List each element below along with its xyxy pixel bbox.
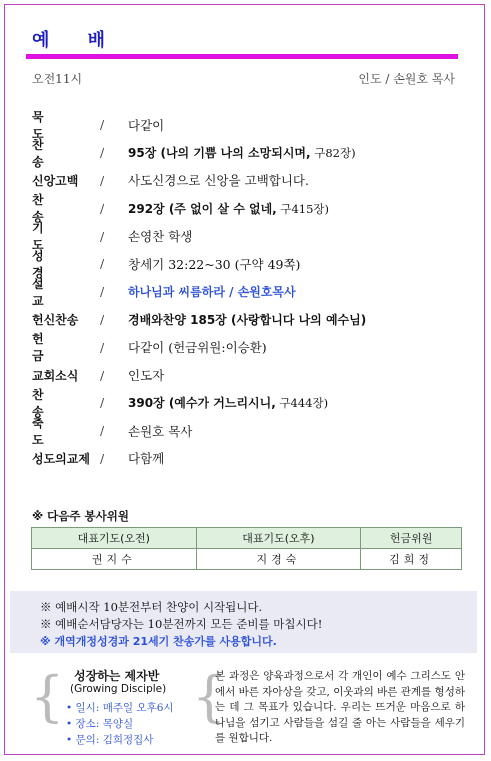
- order-value: [128, 366, 164, 384]
- order-separator: /: [100, 395, 105, 411]
- order-row: [32, 306, 462, 334]
- order-value-main: 95장 (나의 기쁨 나의 소망되시며,: [128, 146, 311, 161]
- discipleship-item: • 문의: 김희정집사: [66, 734, 154, 746]
- order-value-main: 사도신경으로 신앙을 고백합니다.: [128, 173, 309, 189]
- order-separator: /: [100, 450, 105, 466]
- order-value-main: 인도자: [128, 368, 165, 384]
- order-label: 성 경: [32, 248, 58, 280]
- service-name-cell: 지경숙: [196, 549, 361, 570]
- order-separator: /: [100, 311, 105, 327]
- worship-order: [32, 111, 462, 472]
- discipleship-title: 성장하는 제자반: [74, 669, 160, 683]
- order-value: [128, 171, 309, 189]
- service-leader: 인도 / 손원호 목사: [358, 72, 455, 86]
- order-row: [32, 139, 462, 167]
- order-value-main: 경배와찬양 185장 (사랑합니다 나의 예수님): [128, 312, 367, 327]
- order-value-extra: 구82장): [310, 146, 356, 161]
- order-separator: /: [100, 172, 105, 188]
- order-label: 교회소식: [32, 368, 79, 383]
- service-title: ※ 다음주 봉사위원: [32, 509, 129, 523]
- discipleship-item: • 일시: 매주일 오후6시: [66, 702, 174, 714]
- order-value: [128, 422, 192, 440]
- order-separator: /: [100, 284, 105, 300]
- order-row: [32, 389, 462, 417]
- order-value: [128, 255, 300, 273]
- order-value-main: 390장 (예수가 거느리시니,: [128, 396, 276, 411]
- order-value-main: 다같이: [128, 117, 165, 133]
- order-row: [32, 278, 462, 306]
- right-brace-icon: {: [192, 665, 227, 728]
- notice-item: ※ 예배시작 10분전부터 찬양이 시작됩니다.: [40, 600, 263, 614]
- order-value: [128, 144, 356, 161]
- order-value-extra: 구415장): [276, 201, 330, 216]
- service-header-cell: 대표기도(오전): [32, 528, 197, 549]
- order-label: 찬 송: [32, 193, 58, 225]
- order-row: [32, 361, 462, 389]
- title-underline: [26, 54, 458, 59]
- service-time: 오전11시: [32, 72, 83, 86]
- order-value: [128, 394, 328, 411]
- order-value: [128, 116, 164, 134]
- order-value: [128, 227, 192, 245]
- order-label: 축 도: [32, 415, 58, 447]
- order-label: 찬 송: [32, 387, 58, 419]
- left-brace-icon: {: [30, 665, 65, 728]
- discipleship-item: • 장소: 목양실: [66, 718, 134, 730]
- order-separator: /: [100, 200, 105, 216]
- order-label: 찬 송: [32, 137, 58, 169]
- order-value-main: 다함께: [128, 451, 165, 467]
- service-names-row: [32, 549, 462, 570]
- order-row: [32, 221, 462, 253]
- order-value: [128, 338, 267, 356]
- order-label: 신앙고백: [32, 173, 79, 188]
- order-label: 헌 금: [32, 332, 58, 364]
- order-separator: /: [100, 117, 105, 133]
- order-separator: /: [100, 423, 105, 439]
- order-value: [128, 283, 296, 300]
- order-row: [32, 193, 462, 225]
- service-name-cell: 김희정: [361, 549, 462, 570]
- service-header-cell: 헌금위원: [361, 528, 462, 549]
- order-row: [32, 417, 462, 445]
- order-label: 묵 도: [32, 109, 58, 141]
- page-title: 예 배: [32, 30, 122, 51]
- order-row: [32, 250, 462, 278]
- order-value-main: 하나님과 씨름하라 / 손원호목사: [128, 285, 296, 300]
- order-value-main: 손원호 목사: [128, 423, 193, 439]
- order-separator: /: [100, 367, 105, 383]
- order-value-main: 창세기 32:22~30 (구약 49쪽): [128, 256, 301, 272]
- discipleship-subtitle: (Growing Disciple): [70, 683, 167, 695]
- service-header-row: [32, 528, 462, 549]
- order-row: [32, 332, 462, 364]
- discipleship-description: 본 과정은 양육과정으로서 각 개인이 예수 그리스도 안에서 바른 자아상을 갖고, 이웃과의 바른 관계를 형성하는 데 그 목표가 있습니다. 우리는 뜨거운 마음으로 하나님을 섬기고 사람들을 섬길 줄 아는 사람들을 세우기를 원합니다.: [215, 670, 465, 744]
- order-value: [128, 200, 329, 217]
- order-row: [32, 167, 462, 195]
- notice-box: [10, 591, 477, 653]
- order-label: 설 교: [32, 276, 58, 308]
- order-label: 성도의교제: [32, 451, 90, 466]
- order-separator: /: [100, 228, 105, 244]
- service-name-cell: 권지수: [32, 549, 197, 570]
- order-value: [128, 449, 164, 467]
- notice-item: ※ 예배순서담당자는 10분전까지 모든 준비를 마칩시다!: [40, 617, 323, 631]
- notice-item: ※ 개역개정성경과 21세기 찬송가를 사용합니다.: [40, 635, 277, 648]
- order-label: 헌신찬송: [32, 312, 79, 327]
- order-value-extra: 구444장): [275, 396, 329, 411]
- order-separator: /: [100, 145, 105, 161]
- order-row: [32, 111, 462, 139]
- order-label: 기 도: [32, 221, 58, 253]
- order-separator: /: [100, 256, 105, 272]
- service-header-cell: 대표기도(오후): [196, 528, 361, 549]
- order-value: [128, 311, 366, 328]
- order-row: [32, 445, 462, 473]
- service-table: [31, 527, 462, 570]
- order-value-main: 다같이 (헌금위원:이승환): [128, 340, 267, 356]
- order-value-main: 292장 (주 없이 살 수 없네,: [128, 201, 277, 216]
- order-value-main: 손영찬 학생: [128, 229, 193, 245]
- order-separator: /: [100, 339, 105, 355]
